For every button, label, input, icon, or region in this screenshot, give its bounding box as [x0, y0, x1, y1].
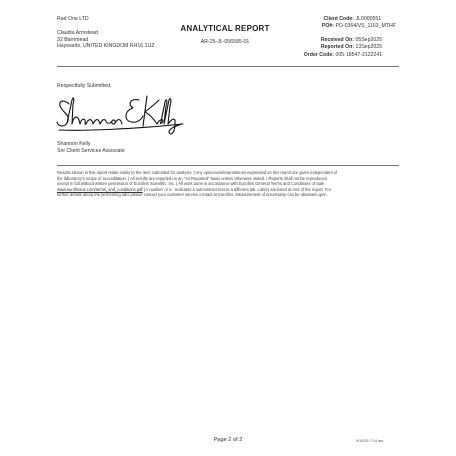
po-row [300, 23, 410, 29]
disclaimer-line-4-text: | A number or a · Indicates a subcontract test to a different lab. Lab(s) are listed at end of the report. For [142, 186, 332, 192]
received-row [300, 37, 400, 43]
contact-name: Claudia Armstead [57, 30, 98, 36]
report-number: AR-25-JL-056585-01 [200, 39, 250, 45]
handwritten-signature [55, 90, 195, 140]
address-line-2: Haywards, UNITED KINGDOM RH16 1UZ [57, 43, 155, 49]
terms-link[interactable]: www.eurofinsus.com/terms_and_conditions.pdf [57, 186, 143, 192]
company-name: Rad One LTD [57, 16, 89, 22]
order-code-label: Order Code: [303, 52, 334, 58]
received-label: Received On: [320, 37, 354, 43]
closing-text: Respectfully Submitted, [57, 83, 112, 89]
address-line-1: 32 Barnmead [57, 36, 89, 43]
reported-date: 13Sep2025 [355, 44, 382, 50]
client-code-row [300, 16, 400, 22]
print-timestamp: 9/15/25 7:14 am [356, 439, 384, 443]
client-code-label: Client Code: [323, 16, 354, 22]
reported-row [300, 44, 400, 50]
disclaimer-line-5: further details about the performing labs please contact your customer service contact at Eurofins. Measurement of uncertainty can be obtained upon [57, 192, 327, 198]
disclaimer-line-1: Results shown in this report relate solely to the item submitted for analysis. | Any opinions/interpretations expressed on this report are given independent of [57, 170, 338, 175]
header-divider [57, 66, 399, 67]
disclaimer-line-3: except in full without written permission of Eurofins Scientific, Inc. | All work done in accordance with Eurofins General Terms and Conditions of Sale [57, 181, 325, 187]
report-title: ANALYTICAL REPORT [180, 24, 270, 33]
po-label: PO#: [321, 23, 334, 29]
reported-label: Reported On: [320, 44, 354, 50]
po-value: PO-0364/VS_1163_MTHF [335, 23, 396, 29]
signer-title: Snr Client Services Associate [57, 147, 125, 154]
disclaimer-divider [57, 165, 399, 166]
received-date: 05Sep2025 [355, 37, 382, 43]
signer-name: Shannon Kelly [57, 141, 91, 147]
client-code-value: JL0000551 [355, 16, 382, 22]
disclaimer-line-2: the laboratory's scope of accreditation. | All results are reported on an "As Reported" basis unless otherwise stated. | Reports shall not be reproduced [57, 175, 327, 181]
disclaimer [57, 170, 402, 198]
page-number: Page 2 of 2 [213, 437, 243, 443]
order-code-value: 005-18547-2122241 [335, 52, 383, 58]
order-code-row [290, 52, 400, 58]
